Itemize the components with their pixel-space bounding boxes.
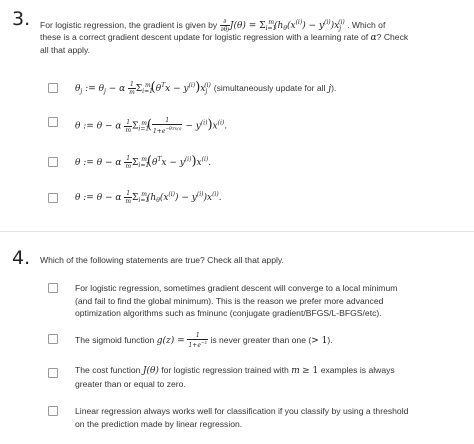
- q3-option3-formula: θ := θ − α $\frac{1}{m}$ $\Sigma_{i=1}^m(\theta^Tx - y^{(i)})x^{(i)}$.: [75, 154, 212, 170]
- gradient-formula: $\frac{\partial}{\partial\theta j}$ $J(\theta) = \Sigma_{i=1}^m(h_\theta(x^{(i)}) - y^{(i)})x_j^{(i)}$: [220, 17, 345, 33]
- q3-option3-checkbox[interactable]: [48, 157, 58, 167]
- question-3-text-line2: these is a correct gradient descent update for logistic regression with a learning rate of α? Check: [40, 32, 409, 43]
- q3-option1-formula: $\theta_j$ := $\theta_j - \alpha$ $\frac{1}{m}$ $\Sigma_{i=1}^m(\theta^Tx - y^{(i)})x_j^{(i)}$ (simultaneously update for all j).: [75, 80, 337, 96]
- q4-option2-text: The sigmoid function g(z) = $\frac{1}{1+e^{-z}}$ is never greater than one (> 1).: [75, 332, 333, 349]
- q4-option1-checkbox[interactable]: [48, 283, 58, 293]
- question-4-text: Which of the following statements are true? Check all that apply.: [40, 255, 284, 265]
- q4-option3-checkbox[interactable]: [48, 368, 58, 378]
- question-4-number: 4.: [12, 247, 31, 269]
- q3-option4-checkbox[interactable]: [48, 193, 58, 203]
- q3-option2-formula: θ := θ − α $\frac{1}{m}$ $\Sigma_{i=1}^m$( $\frac{1}{1+e^{-\theta Tx(i)}}$ − $y^{(i)})x^{(i)}$.: [75, 117, 228, 135]
- q3-option1-checkbox[interactable]: [48, 83, 58, 93]
- q3-option4-formula: θ := θ − α $\frac{1}{m}$ $\Sigma_{i=1}^m(h_\theta(x^{(i)}) - y^{(i)})x^{(i)}$.: [75, 190, 222, 205]
- question-3-text-line1: For logistic regression, the gradient is given by $\frac{\partial}{\partial\theta j}$ $J(\theta) = \Sigma_{i=1}^m(h_\theta(x^{(i)}) - y^{(i)})x_j^{(i)}$ . Which of: [40, 17, 386, 33]
- q3-option2-checkbox[interactable]: [48, 117, 58, 127]
- q4-option1-text: For logistic regression, sometimes gradient descent will converge to a local minimum (and fail to find the global minimum). This is the reason we prefer more advanced optimization algorithms such as fminunc (conjugate gradient/BFGS/L-BFGS/etc).: [75, 283, 398, 318]
- q4-option3-text: The cost function J(θ) for logistic regression trained with m ≥ 1 examples is always greater than or equal to zero.: [75, 365, 395, 389]
- question-3-text-line3: all that apply.: [40, 45, 91, 55]
- q4-option2-checkbox[interactable]: [48, 334, 58, 344]
- q4-option4-text: Linear regression always works well for classification if you classify by using a threshold on the prediction made by linear regression.: [75, 406, 409, 429]
- q4-option4-checkbox[interactable]: [48, 406, 58, 416]
- question-divider: [0, 231, 474, 232]
- question-3-number: 3.: [12, 8, 31, 30]
